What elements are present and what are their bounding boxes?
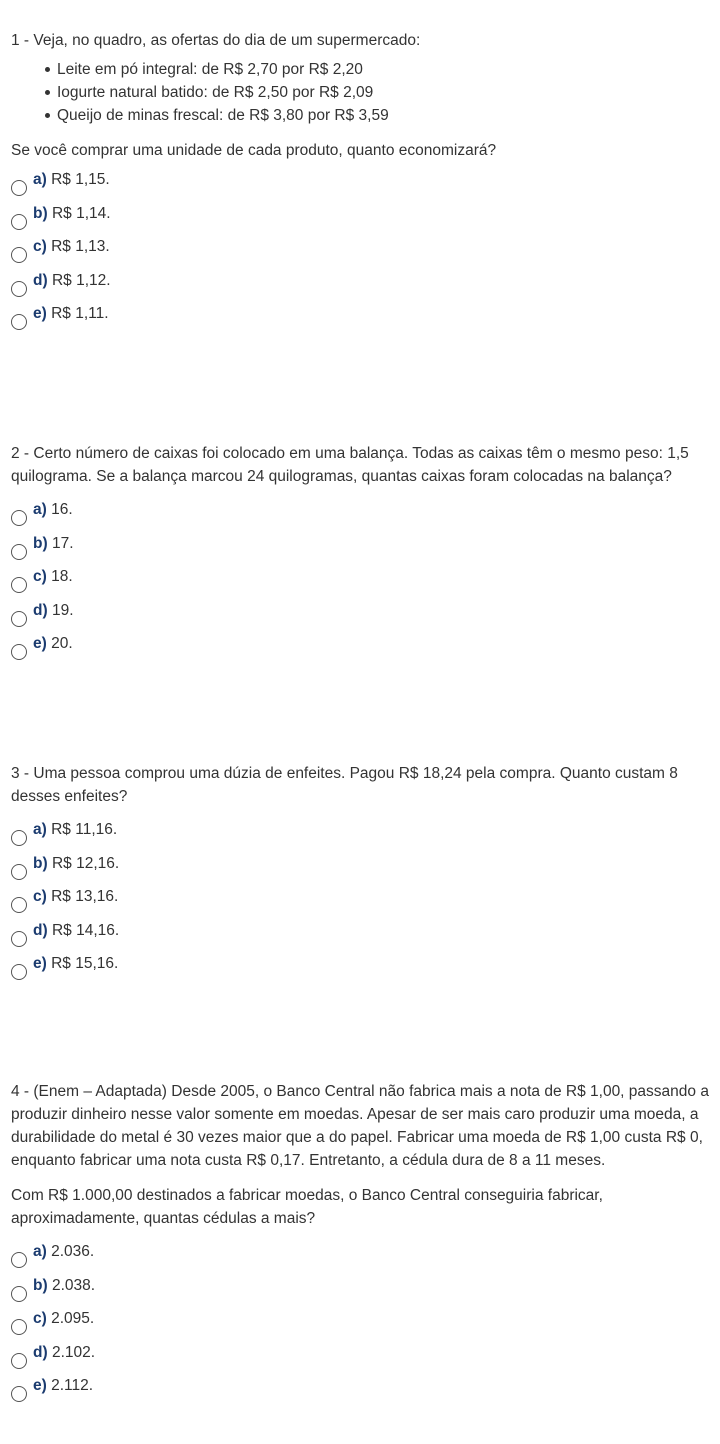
option-text: R$ 11,16. (51, 821, 118, 838)
option-b[interactable] (11, 534, 720, 568)
radio-button[interactable] (11, 1252, 27, 1268)
radio-button[interactable] (11, 281, 27, 297)
stem-line: enquanto fabricar uma nota custa R$ 0,17. Entretanto, a cédula dura de 8 a 11 meses. (11, 1152, 606, 1169)
question-2-stem (11, 442, 720, 488)
radio-button[interactable] (11, 214, 27, 230)
option-letter: d) (33, 1343, 48, 1361)
option-text: 16. (51, 501, 73, 518)
option-b[interactable] (11, 1276, 720, 1310)
question-3-options (11, 820, 720, 988)
option-letter: a) (33, 1243, 47, 1260)
question-4-options (11, 1242, 720, 1410)
question-1-options (11, 170, 720, 338)
option-letter: b) (33, 854, 48, 872)
option-letter: a) (33, 171, 47, 188)
stem-line: quilograma. Se a balança marcou 24 quilogramas, quantas caixas foram colocadas na balança? (11, 468, 672, 485)
stem-line: produzir dinheiro nesse valor somente em moedas. Apesar de ser mais caro produzir uma moeda, a (11, 1106, 699, 1123)
prompt-line: Com R$ 1.000,00 destinados a fabricar moedas, o Banco Central conseguiria fabricar, (11, 1187, 603, 1204)
radio-button[interactable] (11, 964, 27, 980)
stem-line: 4 - (Enem – Adaptada) Desde 2005, o Banco Central não fabrica mais a nota de R$ 1,00, passando a (11, 1083, 709, 1100)
option-letter: d) (33, 271, 48, 289)
radio-button[interactable] (11, 314, 27, 330)
option-e[interactable] (11, 954, 720, 988)
option-text: R$ 14,16. (51, 921, 120, 939)
option-letter: d) (33, 601, 48, 619)
option-letter: d) (33, 921, 48, 939)
radio-button[interactable] (11, 544, 27, 560)
option-text: R$ 13,16. (51, 888, 119, 906)
question-1 (11, 29, 720, 338)
option-text: 2.095. (51, 1310, 95, 1328)
offer-item: Iogurte natural batido: de R$ 2,50 por R$ 2,09 (11, 81, 720, 104)
option-letter: e) (33, 955, 47, 973)
radio-button[interactable] (11, 1353, 27, 1369)
option-e[interactable] (11, 304, 720, 338)
question-4-stem (11, 1080, 720, 1172)
radio-button[interactable] (11, 1319, 27, 1335)
option-c[interactable] (11, 1309, 720, 1343)
radio-button[interactable] (11, 180, 27, 196)
option-text: 2.112. (51, 1377, 94, 1395)
option-text: 17. (51, 534, 74, 552)
radio-button[interactable] (11, 611, 27, 627)
option-a[interactable] (11, 170, 720, 204)
option-a[interactable] (11, 500, 720, 534)
option-letter: b) (33, 204, 48, 222)
offer-item: Queijo de minas frescal: de R$ 3,80 por R$ 3,59 (11, 104, 720, 127)
option-letter: a) (33, 501, 47, 518)
stem-line: 3 - Uma pessoa comprou uma dúzia de enfeites. Pagou R$ 18,24 pela compra. Quanto custam 8 (11, 765, 678, 782)
question-4-prompt (11, 1184, 720, 1230)
question-3-stem (11, 762, 720, 808)
question-1-prompt (11, 139, 720, 162)
radio-button[interactable] (11, 577, 27, 593)
option-letter: b) (33, 534, 48, 552)
question-2 (11, 442, 720, 668)
prompt-line: aproximadamente, quantas cédulas a mais? (11, 1210, 316, 1227)
option-text: 2.038. (51, 1276, 96, 1294)
option-text: 20. (51, 635, 73, 653)
option-letter: c) (33, 888, 47, 906)
option-text: R$ 1,11. (51, 305, 109, 323)
radio-button[interactable] (11, 864, 27, 880)
option-e[interactable] (11, 634, 720, 668)
stem-line: durabilidade do metal é 30 vezes maior que a do papel. Fabricar uma moeda de R$ 1,00 custa R$ 0, (11, 1129, 703, 1146)
option-c[interactable] (11, 567, 720, 601)
option-text: R$ 1,14. (51, 204, 111, 222)
option-text: R$ 1,13. (51, 238, 110, 256)
offers-list (11, 58, 720, 127)
option-text: 2.036. (51, 1243, 95, 1260)
option-e[interactable] (11, 1376, 720, 1410)
radio-button[interactable] (11, 931, 27, 947)
radio-button[interactable] (11, 830, 27, 846)
radio-button[interactable] (11, 897, 27, 913)
stem-line: 1 - Veja, no quadro, as ofertas do dia de um supermercado: (11, 32, 421, 49)
option-text: R$ 1,15. (51, 171, 110, 188)
question-1-stem (11, 29, 720, 52)
option-letter: c) (33, 238, 47, 256)
option-letter: c) (33, 568, 47, 586)
offer-item: Leite em pó integral: de R$ 2,70 por R$ 2,20 (11, 58, 720, 81)
option-d[interactable] (11, 1343, 720, 1377)
question-3 (11, 762, 720, 988)
option-letter: a) (33, 821, 47, 838)
option-d[interactable] (11, 921, 720, 955)
option-letter: e) (33, 1377, 47, 1395)
option-d[interactable] (11, 271, 720, 305)
option-a[interactable] (11, 820, 720, 854)
option-letter: e) (33, 305, 47, 323)
option-text: R$ 12,16. (51, 854, 120, 872)
option-c[interactable] (11, 237, 720, 271)
stem-line: desses enfeites? (11, 788, 128, 805)
option-text: 18. (51, 568, 73, 586)
stem-line: 2 - Certo número de caixas foi colocado em uma balança. Todas as caixas têm o mesmo peso: 1,5 (11, 445, 689, 462)
radio-button[interactable] (11, 247, 27, 263)
option-text: R$ 1,12. (51, 271, 111, 289)
option-letter: e) (33, 635, 47, 653)
question-4 (11, 1080, 720, 1410)
radio-button[interactable] (11, 644, 27, 660)
radio-button[interactable] (11, 1286, 27, 1302)
prompt-line: Se você comprar uma unidade de cada produto, quanto economizará? (11, 142, 497, 159)
option-c[interactable] (11, 887, 720, 921)
option-letter: c) (33, 1310, 47, 1328)
option-letter: b) (33, 1276, 48, 1294)
option-b[interactable] (11, 854, 720, 888)
option-b[interactable] (11, 204, 720, 238)
option-d[interactable] (11, 601, 720, 635)
question-2-options (11, 500, 720, 668)
radio-button[interactable] (11, 510, 27, 526)
radio-button[interactable] (11, 1386, 27, 1402)
option-text: 19. (51, 601, 74, 619)
option-a[interactable] (11, 1242, 720, 1276)
option-text: R$ 15,16. (51, 955, 119, 973)
option-text: 2.102. (51, 1343, 96, 1361)
